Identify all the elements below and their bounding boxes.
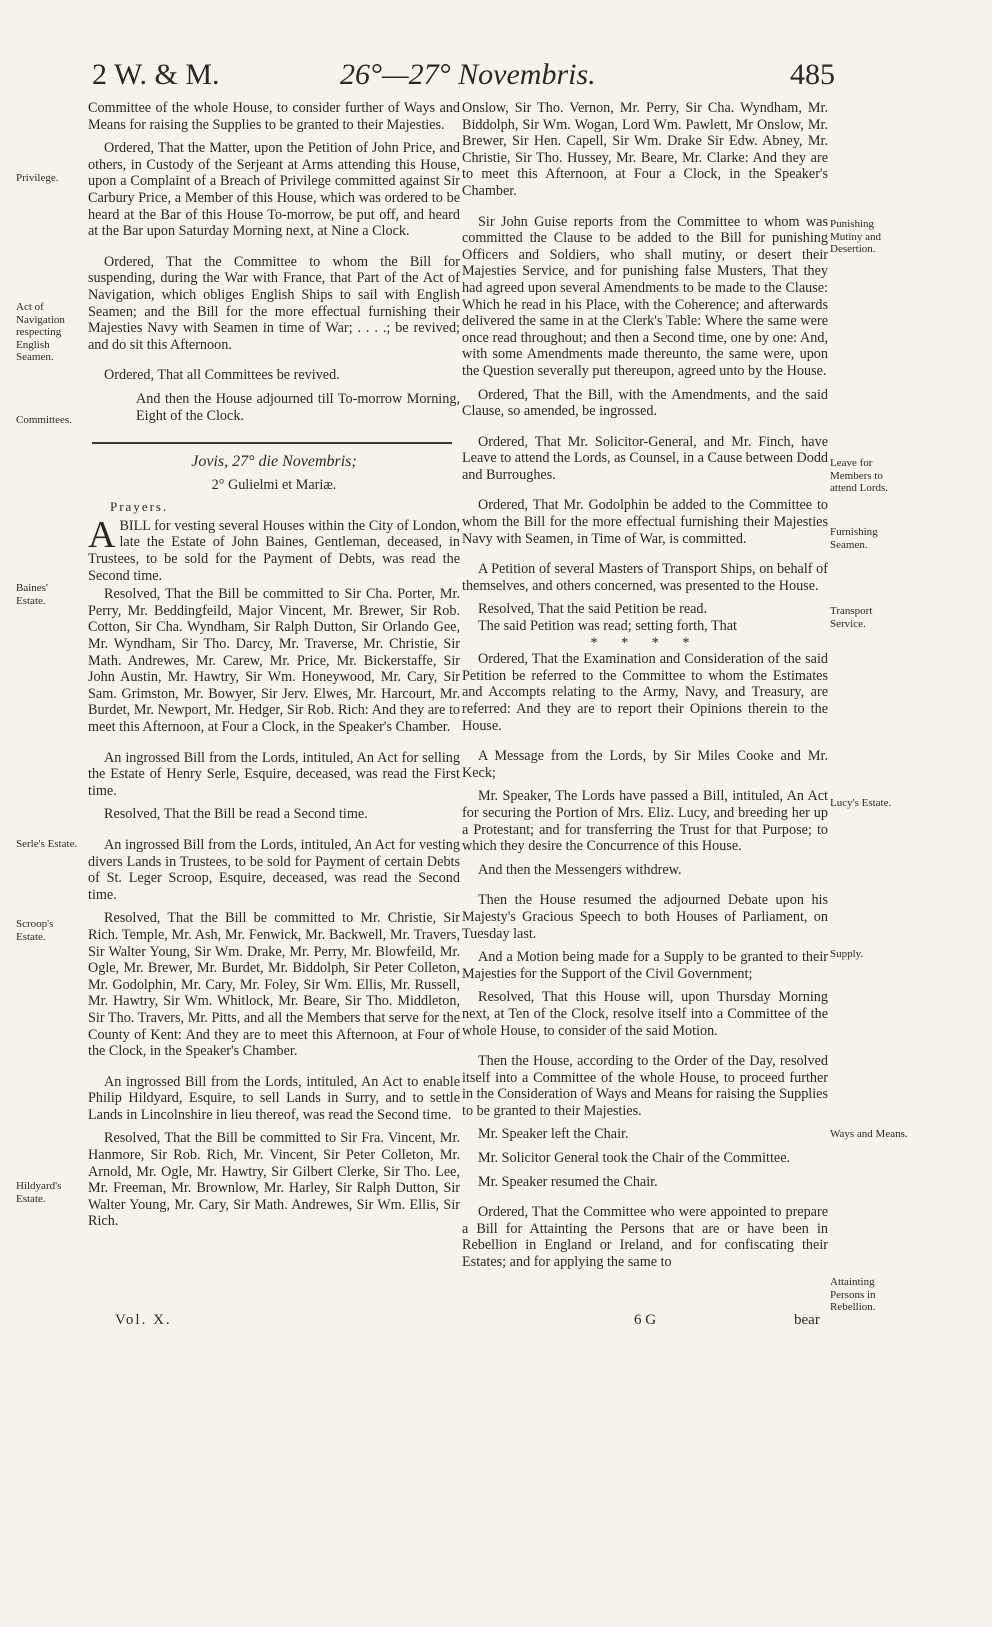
paragraph: Ordered, That the Bill, with the Amendments, and the said Clause, so amended, be ingrossed.	[462, 386, 828, 420]
paragraph: Resolved, That the Bill be committed to Mr. Christie, Sir Rich. Temple, Mr. Ash, Mr. Fenwick, Mr. Backwell, Mr. Travers, Sir Walter Young, Sir Wm. Drake, Mr. Perry, Mr. Blowfeild, Mr. Ogle, Mr. Brewer, Mr. Burdet, Mr. Biddolph, Sir Peter Colleton, Mr. Godolphin, Mr. Cary, Mr. Foley, Sir Wm. Ellis, Mr. Russell, Mr. Hawtry, Sir Wm. Whitlock, Mr. Beare, Sir Tho. Middleton, Sir Tho. Travers, Mr. Pitts, and all the Members that serve for the County of Kent: And they are to meet this Afternoon, at Four of the Clock, in the Speaker's Chamber.	[88, 910, 460, 1060]
left-column	[88, 100, 460, 1237]
paragraph: Mr. Speaker, The Lords have passed a Bill, intituled, An Act for securing the Portion of Mrs. Eliz. Lucy, and breeding her up a Protestant; and for transferring the Trust for that Purpose; to which they desire the Concurrence of this House.	[462, 788, 828, 855]
right-column	[462, 100, 828, 1278]
drop-cap: A	[88, 513, 116, 556]
margin-note-ways: Ways and Means.	[830, 1128, 908, 1140]
paragraph: And then the Messengers withdrew.	[478, 861, 682, 878]
paragraph: An ingrossed Bill from the Lords, intituled, An Act for selling the Estate of Henry Serle, Esquire, deceased, was read the First time.	[88, 749, 460, 799]
margin-note-privilege: Privilege.	[16, 172, 59, 184]
paragraph: Ordered, That Mr. Solicitor-General, and Mr. Finch, have Leave to attend the Lords, as Counsel, in a Cause between Dodd and Burroughes.	[462, 433, 829, 483]
signature-mark: 6 G	[634, 1312, 657, 1328]
paragraph: An ingrossed Bill from the Lords, intituled, An Act for vesting divers Lands in Trustees, to be sold for Payment of certain Debts of St. Leger Scroop, Esquire, deceased, was read the Second time.	[88, 836, 460, 903]
paragraph: Mr. Speaker resumed the Chair.	[478, 1173, 658, 1190]
paragraph: Ordered, That Mr. Godolphin be added to the Committee to whom the Bill for the more effectual furnishing their Majesties Navy with Seamen, in Time of War, is committed.	[462, 497, 828, 547]
volume-footer: Vol. X.	[115, 1312, 172, 1328]
margin-note-committees: Committees.	[16, 414, 72, 426]
omission-stars: * * * *	[590, 634, 700, 651]
margin-note-attainting: Attainting Persons in Rebellion.	[830, 1276, 876, 1313]
catchword: bear	[794, 1312, 820, 1328]
paragraph: Then the House, according to the Order of the Day, resolved itself into a Committee of the whole House, to proceed further in the Consideration of Ways and Means for raising the Supplies to be granted to their Majesties.	[462, 1053, 828, 1119]
paragraph: Sir John Guise reports from the Committee to whom was committed the Clause to be added to the Bill for punishing Officers and Soldiers, who shall mutiny, or desert their Majesties Service, and for punishing false Musters, That they had agreed upon several Amendments to be made to the Clause: Which he read in his Place, with the Coherence; and afterwards delivered the same in at the Clerk's Table: Where the same were once read throughout; and then a Second time, one by one: And, with some Amendments made thereunto, the same were, upon the Question severally put thereupon, agreed unto by the House.	[462, 213, 828, 379]
page-number: 485	[790, 58, 835, 91]
margin-note-navigation: Act of Navigation respecting English Seamen.	[16, 301, 65, 363]
adjournment: And then the House adjourned till To-morrow Morning, Eight of the Clock.	[136, 390, 460, 424]
margin-note-serle: Serle's Estate.	[16, 838, 78, 850]
paragraph: Ordered, That all Committees be revived.	[104, 367, 340, 384]
paragraph: Resolved, That the Bill be committed to Sir Fra. Vincent, Mr. Hanmore, Sir Rob. Rich, Mr. Vincent, Sir Peter Colleton, Mr. Arnold, Mr. Ogle, Mr. Hawtry, Sir Gilbert Clerke, Sir Tho. Lee, Mr. Freeman, Mr. Brownlow, Mr. Harley, Sir Ralph Dutton, Sir Walter Young, Mr. Cary, Sir Math. Andrewes, Sir Wm. Ellis, Sir Rich.	[88, 1130, 460, 1230]
paragraph: The said Petition was read; setting forth, That	[478, 618, 737, 635]
paragraph: Then the House resumed the adjourned Debate upon his Majesty's Gracious Speech to both Houses of Parliament, on Tuesday last.	[462, 892, 828, 942]
paragraph: Ordered, That the Examination and Consideration of the said Petition be referred to the Committee to whom the Estimates and Accompts relating to the Army, Navy, and Treasury, are referred: And they are to report their Opinions therein to the House.	[462, 651, 828, 734]
paragraph: And a Motion being made for a Supply to be granted to their Majesties for the Support of the Civil Government;	[462, 949, 828, 982]
paragraph: Mr. Speaker left the Chair.	[478, 1126, 629, 1143]
paragraph: Resolved, That this House will, upon Thursday Morning next, at Ten of the Clock, resolve itself into a Committee of the whole House, to consider of the said Motion.	[462, 989, 828, 1039]
paragraph: A Message from the Lords, by Sir Miles Cooke and Mr. Keck;	[462, 748, 828, 781]
paragraph: Committee of the whole House, to consider further of Ways and Means for raising the Supplies to be granted to their Majesties.	[88, 100, 460, 133]
paragraph: Resolved, That the said Petition be read.	[478, 601, 708, 618]
margin-note-supply: Supply.	[830, 948, 864, 960]
paragraph: BILL for vesting several Houses within the City of London, late the Estate of John Baines, Gentleman, deceased, in Trustees, to be sold for the Payment of Debts, was read the Second time.	[88, 517, 460, 584]
paragraph: Ordered, That the Matter, upon the Petition of John Price, and others, in Custody of the Serjeant at Arms attending this House, upon a Complaint of a Breach of Privilege committed against Sir Carbury Price, a Member of this House, which was ordered to be heard at the Bar of this House To-morrow, be put off, and heard at the Bar upon Saturday Morning next, at Nine a Clock.	[88, 140, 460, 240]
margin-note-lucy: Lucy's Estate.	[830, 797, 892, 809]
paragraph: Resolved, That the Bill be committed to Sir Cha. Porter, Mr. Perry, Mr. Beddingfeild, Major Vincent, Mr. Brewer, Sir Rob. Cotton, Sir Cha. Wyndham, Sir Ralph Dutton, Sir Orlando Gee, Mr. Wyndham, Sir Tho. Darcy, Mr. Traverse, Mr. Christie, Sir Math. Andrewes, Mr. Carew, Mr. Price, Mr. Bickerstaffe, Sir John Austin, Mr. Hawtry, Sir Wm. Honeywood, Mr. Cary, Sir Sam. Grimston, Mr. Bowyer, Sir Jerv. Elwes, Mr. Harcourt, Mr. Burdet, Mr. Newport, Mr. Hedger, Sir Rob. Rich: And they are to meet this Afternoon, at Four a Clock, in the Speaker's Chamber.	[88, 586, 460, 735]
day-heading: Jovis, 27° die Novembris;	[191, 453, 357, 471]
paragraph: A Petition of several Masters of Transport Ships, on behalf of themselves, and others concerned, was presented to the House.	[462, 561, 828, 594]
margin-note-seamen: Furnishing Seamen.	[830, 526, 878, 551]
header-regnal-year: 2 W. & M.	[92, 58, 220, 91]
section-rule	[92, 442, 452, 444]
regnal-heading: 2° Gulielmi et Mariæ.	[211, 476, 337, 493]
margin-note-scroop: Scroop's Estate.	[16, 918, 54, 943]
margin-note-baines: Baines' Estate.	[16, 582, 48, 607]
paragraph: Ordered, That the Committee who were appointed to prepare a Bill for Attainting the Persons that are or have been in Rebellion in England or Ireland, and for confiscating their Estates; and for applying the same to	[462, 1204, 828, 1271]
paragraph: Mr. Solicitor General took the Chair of the Committee.	[478, 1150, 791, 1167]
paragraph: An ingrossed Bill from the Lords, intituled, An Act to enable Philip Hildyard, Esquire, to sell Lands in Surry, and to settle Lands in Lincolnshire in lieu thereof, was read the Second time.	[88, 1073, 460, 1123]
margin-note-hildyard: Hildyard's Estate.	[16, 1180, 62, 1205]
paragraph: Onslow, Sir Tho. Vernon, Mr. Perry, Sir Cha. Wyndham, Mr. Biddolph, Sir Wm. Wogan, Lord Wm. Pawlett, Mr Onslow, Mr. Brewer, Sir Hen. Capell, Sir Wm. Drake Sir Edw. Abney, Mr. Christie, Sir Tho. Hussey, Mr. Beare, Mr. Clarke: And they are to meet this Afternoon, at Four a Clock, in the Speaker's Chamber.	[462, 100, 828, 199]
margin-note-mutiny: Punishing Mutiny and Desertion.	[830, 218, 882, 255]
paragraph: Ordered, That the Committee to whom the Bill for suspending, during the War with France, that Part of the Act of Navigation, which obliges English Ships to sail with English Seamen; and the Bill for the more effectual furnishing their Majesties Navy with Seamen in time of War; . . . .; be revived; and do sit this Afternoon.	[88, 253, 460, 353]
margin-note-transport: Transport Service.	[830, 605, 873, 630]
paragraph: Resolved, That the Bill be read a Second time.	[104, 806, 368, 823]
header-date: 26°—27° Novembris.	[340, 58, 596, 91]
prayers-heading: Prayers.	[110, 499, 169, 515]
margin-note-leave: Leave for Members to attend Lords.	[830, 457, 889, 494]
